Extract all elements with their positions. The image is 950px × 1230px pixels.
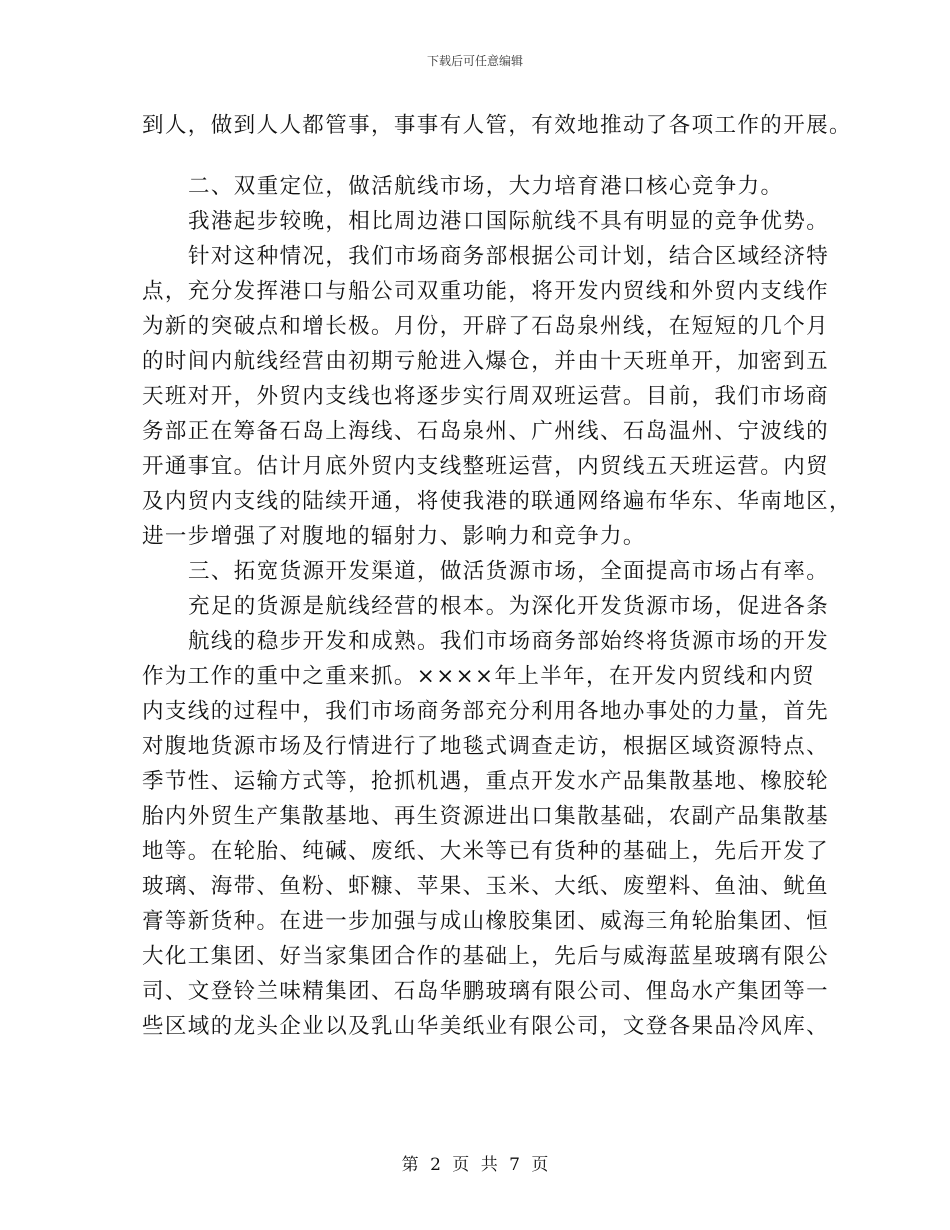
text-line: 些区域的龙头企业以及乳山华美纸业有限公司，文登各果品冷风库、 bbox=[142, 1014, 830, 1039]
text-line: 地等。在轮胎、纯碱、废纸、大米等已有货种的基础上，先后开发了 bbox=[142, 839, 830, 864]
text-line: 的时间内航线经营由初期亏舱进入爆仓，并由十天班单开，加密到五 bbox=[142, 349, 830, 374]
text-line: 务部正在筹备石岛上海线、石岛泉州、广州线、石岛温州、宁波线的 bbox=[142, 419, 830, 444]
text-line: 进一步增强了对腹地的辐射力、影响力和竞争力。 bbox=[142, 524, 646, 549]
section-heading: 二、双重定位，做活航线市场，大力培育港口核心竞争力。 bbox=[188, 174, 784, 199]
text-line: 大化工集团、好当家集团合作的基础上，先后与威海蓝星玻璃有限公 bbox=[142, 944, 830, 969]
text-line: 天班对开，外贸内支线也将逐步实行周双班运营。目前，我们市场商 bbox=[142, 384, 830, 409]
text-line: 玻璃、海带、鱼粉、虾糠、苹果、玉米、大纸、废塑料、鱼油、鱿鱼 bbox=[142, 874, 830, 899]
page-footer: 第 2 页 共 7 页 bbox=[401, 1155, 549, 1175]
text-line: 司、文登铃兰味精集团、石岛华鹏玻璃有限公司、俚岛水产集团等一 bbox=[142, 979, 830, 1004]
text-line: 我港起步较晚，相比周边港口国际航线不具有明显的竞争优势。 bbox=[188, 209, 830, 234]
text-line: 季节性、运输方式等，抢抓机遇，重点开发水产品集散基地、橡胶轮 bbox=[142, 769, 830, 794]
text-line: 充足的货源是航线经营的根本。为深化开发货源市场，促进各条 bbox=[188, 594, 830, 619]
section-heading: 三、拓宽货源开发渠道，做活货源市场，全面提高市场占有率。 bbox=[188, 559, 830, 584]
text-line: 点，充分发挥港口与船公司双重功能，将开发内贸线和外贸内支线作 bbox=[142, 279, 830, 304]
text-line: 内支线的过程中，我们市场商务部充分利用各地办事处的力量，首先 bbox=[142, 699, 830, 724]
page-header: 下载后可任意编辑 bbox=[426, 54, 523, 68]
text-line: 到人，做到人人都管事，事事有人管，有效地推动了各项工作的开展。 bbox=[142, 113, 852, 138]
paragraph-gap bbox=[142, 143, 822, 169]
text-line: 作为工作的重中之重来抓。××××年上半年，在开发内贸线和内贸 bbox=[142, 664, 816, 689]
text-line: 胎内外贸生产集散基地、再生资源进出口集散基础，农副产品集散基 bbox=[142, 804, 830, 829]
text-line: 开通事宜。估计月底外贸内支线整班运营，内贸线五天班运营。内贸 bbox=[142, 454, 830, 479]
text-line: 对腹地货源市场及行情进行了地毯式调查走访，根据区域资源特点、 bbox=[142, 734, 830, 759]
text-line: 为新的突破点和增长极。月份，开辟了石岛泉州线，在短短的几个月 bbox=[142, 314, 830, 339]
text-line: 膏等新货种。在进一步加强与成山橡胶集团、威海三角轮胎集团、恒 bbox=[142, 909, 830, 934]
document-body bbox=[142, 108, 852, 1044]
text-line: 及内贸内支线的陆续开通，将使我港的联通网络遍布华东、华南地区， bbox=[142, 489, 852, 514]
text-line: 针对这种情况，我们市场商务部根据公司计划，结合区域经济特 bbox=[188, 244, 830, 269]
text-line: 航线的稳步开发和成熟。我们市场商务部始终将货源市场的开发 bbox=[188, 629, 830, 654]
